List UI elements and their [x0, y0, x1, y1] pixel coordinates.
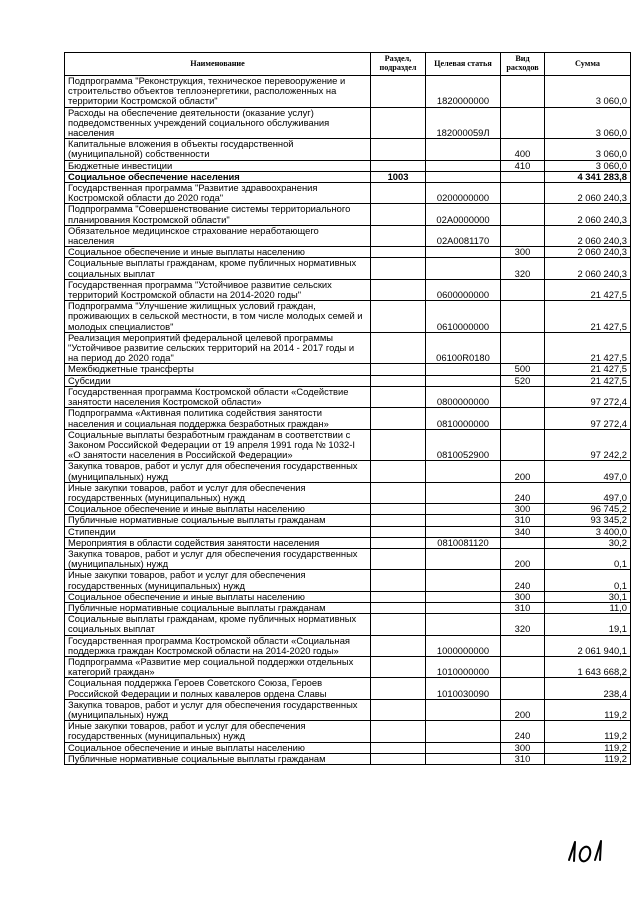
table-row	[65, 602, 631, 613]
name-cell: Обязательное медицинское страхование неработающего населения	[65, 225, 371, 246]
section-cell	[371, 753, 426, 764]
vid-cell	[501, 678, 545, 699]
name-cell: Иные закупки товаров, работ и услуг для обеспечения государственных (муниципальных) нужд	[65, 721, 371, 742]
section-cell	[371, 591, 426, 602]
table-row	[65, 107, 631, 139]
table-row	[65, 204, 631, 225]
table-row	[65, 614, 631, 635]
target-cell	[426, 548, 501, 569]
sum-cell: 11,0	[545, 602, 631, 613]
name-cell: Социальное обеспечение и иные выплаты населению	[65, 742, 371, 753]
vid-cell: 310	[501, 515, 545, 526]
table-row	[65, 332, 631, 364]
target-cell: 182000059Л	[426, 107, 501, 139]
table-row	[65, 548, 631, 569]
sum-cell: 3 060,0	[545, 107, 631, 139]
target-cell: 06100R0180	[426, 332, 501, 364]
target-cell	[426, 139, 501, 160]
sum-cell: 497,0	[545, 482, 631, 503]
sum-cell: 21 427,5	[545, 375, 631, 386]
table-body	[65, 76, 631, 765]
name-cell: Социальное обеспечение и иные выплаты населению	[65, 591, 371, 602]
sum-cell: 119,2	[545, 721, 631, 742]
sum-cell: 2 061 940,1	[545, 635, 631, 656]
vid-cell	[501, 225, 545, 246]
vid-cell	[501, 656, 545, 677]
vid-cell	[501, 386, 545, 407]
table-row	[65, 461, 631, 482]
vid-cell	[501, 76, 545, 108]
table-row	[65, 721, 631, 742]
section-cell	[371, 504, 426, 515]
name-cell: Закупка товаров, работ и услуг для обеспечения государственных (муниципальных) нужд	[65, 548, 371, 569]
target-cell: 02А0000000	[426, 204, 501, 225]
table-row	[65, 515, 631, 526]
vid-cell	[501, 183, 545, 204]
table-row	[65, 76, 631, 108]
table-row	[65, 504, 631, 515]
table-row	[65, 526, 631, 537]
vid-cell	[501, 107, 545, 139]
sum-cell: 1 643 668,2	[545, 656, 631, 677]
table-row	[65, 364, 631, 375]
sum-cell: 96 745,2	[545, 504, 631, 515]
header-sum: Сумма	[545, 53, 631, 76]
header-name: Наименование	[65, 53, 371, 76]
vid-cell	[501, 204, 545, 225]
sum-cell: 238,4	[545, 678, 631, 699]
target-cell: 0200000000	[426, 183, 501, 204]
target-cell	[426, 247, 501, 258]
section-cell	[371, 635, 426, 656]
sum-cell: 21 427,5	[545, 279, 631, 300]
table-row	[65, 160, 631, 171]
target-cell: 0810081120	[426, 537, 501, 548]
name-cell: Бюджетные инвестиции	[65, 160, 371, 171]
target-cell	[426, 526, 501, 537]
section-cell	[371, 429, 426, 461]
sum-cell: 93 345,2	[545, 515, 631, 526]
sum-cell: 0,1	[545, 570, 631, 591]
target-cell	[426, 258, 501, 279]
target-cell	[426, 482, 501, 503]
target-cell	[426, 504, 501, 515]
table-row	[65, 139, 631, 160]
name-cell: Социальное обеспечение и иные выплаты населению	[65, 504, 371, 515]
name-cell: Закупка товаров, работ и услуг для обеспечения государственных (муниципальных) нужд	[65, 699, 371, 720]
table-row	[65, 279, 631, 300]
section-cell	[371, 139, 426, 160]
table-row	[65, 656, 631, 677]
section-cell	[371, 375, 426, 386]
name-cell: Капитальные вложения в объекты государственной (муниципальной) собственности	[65, 139, 371, 160]
vid-cell	[501, 171, 545, 182]
table-row	[65, 225, 631, 246]
sum-cell: 21 427,5	[545, 332, 631, 364]
section-cell	[371, 614, 426, 635]
section-cell	[371, 537, 426, 548]
target-cell	[426, 721, 501, 742]
sum-cell: 30,2	[545, 537, 631, 548]
vid-cell: 240	[501, 570, 545, 591]
section-cell	[371, 301, 426, 333]
header-target: Целевая статья	[426, 53, 501, 76]
section-cell	[371, 570, 426, 591]
sum-cell: 2 060 240,3	[545, 183, 631, 204]
sum-cell: 97 242,2	[545, 429, 631, 461]
sum-cell: 2 060 240,3	[545, 247, 631, 258]
vid-cell: 300	[501, 504, 545, 515]
name-cell: Стипендии	[65, 526, 371, 537]
target-cell	[426, 364, 501, 375]
vid-cell: 500	[501, 364, 545, 375]
section-cell	[371, 526, 426, 537]
sum-cell: 21 427,5	[545, 301, 631, 333]
section-cell	[371, 107, 426, 139]
header-vid: Вид расходов	[501, 53, 545, 76]
table-row	[65, 171, 631, 182]
vid-cell	[501, 408, 545, 429]
name-cell: Межбюджетные трансферты	[65, 364, 371, 375]
vid-cell: 200	[501, 699, 545, 720]
vid-cell: 320	[501, 614, 545, 635]
budget-table	[64, 52, 631, 765]
sum-cell: 19,1	[545, 614, 631, 635]
section-cell	[371, 225, 426, 246]
section-cell	[371, 364, 426, 375]
target-cell: 0800000000	[426, 386, 501, 407]
target-cell	[426, 160, 501, 171]
name-cell: Подпрограмма "Улучшение жилищных условий граждан, проживающих в сельской местности, в том числе молодых семей и молодых специалистов"	[65, 301, 371, 333]
vid-cell: 300	[501, 591, 545, 602]
vid-cell: 310	[501, 753, 545, 764]
section-cell	[371, 204, 426, 225]
name-cell: Иные закупки товаров, работ и услуг для обеспечения государственных (муниципальных) нужд	[65, 482, 371, 503]
section-cell: 1003	[371, 171, 426, 182]
vid-cell: 240	[501, 482, 545, 503]
section-cell	[371, 279, 426, 300]
table-row	[65, 591, 631, 602]
vid-cell	[501, 301, 545, 333]
name-cell: Мероприятия в области содействия занятости населения	[65, 537, 371, 548]
sum-cell: 3 060,0	[545, 76, 631, 108]
target-cell: 0810052900	[426, 429, 501, 461]
target-cell	[426, 742, 501, 753]
name-cell: Социальная поддержка Героев Советского Союза, Героев Российской Федерации и полных кавалеров ордена Славы	[65, 678, 371, 699]
name-cell: Подпрограмма "Реконструкция, техническое перевооружение и строительство объектов теплоэнергетики, расположенных на территории Костромской области"	[65, 76, 371, 108]
sum-cell: 97 272,4	[545, 386, 631, 407]
name-cell: Закупка товаров, работ и услуг для обеспечения государственных (муниципальных) нужд	[65, 461, 371, 482]
section-cell	[371, 258, 426, 279]
sum-cell: 21 427,5	[545, 364, 631, 375]
target-cell	[426, 171, 501, 182]
name-cell: Публичные нормативные социальные выплаты гражданам	[65, 515, 371, 526]
table-row	[65, 258, 631, 279]
table-row	[65, 699, 631, 720]
target-cell: 02А0081170	[426, 225, 501, 246]
vid-cell: 300	[501, 247, 545, 258]
vid-cell	[501, 635, 545, 656]
sum-cell: 30,1	[545, 591, 631, 602]
vid-cell	[501, 332, 545, 364]
vid-cell	[501, 537, 545, 548]
target-cell	[426, 753, 501, 764]
name-cell: Расходы на обеспечение деятельности (оказание услуг) подведомственных учреждений социального обслуживания населения	[65, 107, 371, 139]
vid-cell: 520	[501, 375, 545, 386]
section-cell	[371, 742, 426, 753]
target-cell: 1010000000	[426, 656, 501, 677]
vid-cell: 400	[501, 139, 545, 160]
sum-cell: 119,2	[545, 742, 631, 753]
target-cell: 0810000000	[426, 408, 501, 429]
name-cell: Социальные выплаты гражданам, кроме публичных нормативных социальных выплат	[65, 614, 371, 635]
page-number-handwritten	[563, 836, 611, 866]
table-row	[65, 247, 631, 258]
target-cell	[426, 375, 501, 386]
name-cell: Публичные нормативные социальные выплаты гражданам	[65, 602, 371, 613]
target-cell: 1010030090	[426, 678, 501, 699]
section-cell	[371, 183, 426, 204]
header-section: Раздел, подраздел	[371, 53, 426, 76]
header-row	[65, 53, 631, 76]
vid-cell	[501, 279, 545, 300]
name-cell: Государственная программа "Устойчивое развитие сельских территорий Костромской области на 2014-2020 годы"	[65, 279, 371, 300]
vid-cell: 240	[501, 721, 545, 742]
sum-cell: 119,2	[545, 699, 631, 720]
name-cell: Социальное обеспечение и иные выплаты населению	[65, 247, 371, 258]
section-cell	[371, 76, 426, 108]
target-cell	[426, 515, 501, 526]
vid-cell: 300	[501, 742, 545, 753]
table-row	[65, 742, 631, 753]
target-cell	[426, 614, 501, 635]
sum-cell: 2 060 240,3	[545, 204, 631, 225]
name-cell: Реализация мероприятий федеральной целевой программы "Устойчивое развитие сельских территорий на 2014 - 2017 годы и на период до 2020 года"	[65, 332, 371, 364]
section-cell	[371, 515, 426, 526]
section-cell	[371, 160, 426, 171]
name-cell: Социальные выплаты гражданам, кроме публичных нормативных социальных выплат	[65, 258, 371, 279]
section-cell	[371, 386, 426, 407]
sum-cell: 3 060,0	[545, 160, 631, 171]
table-row	[65, 635, 631, 656]
table-row	[65, 183, 631, 204]
target-cell: 1000000000	[426, 635, 501, 656]
target-cell: 0600000000	[426, 279, 501, 300]
target-cell	[426, 461, 501, 482]
name-cell: Подпрограмма "Совершенствование системы территориального планирования Костромской области"	[65, 204, 371, 225]
vid-cell	[501, 429, 545, 461]
vid-cell: 200	[501, 548, 545, 569]
sum-cell: 3 060,0	[545, 139, 631, 160]
vid-cell: 310	[501, 602, 545, 613]
sum-cell: 497,0	[545, 461, 631, 482]
name-cell: Подпрограмма «Развитие мер социальной поддержки отдельных категорий граждан»	[65, 656, 371, 677]
vid-cell: 200	[501, 461, 545, 482]
target-cell: 1820000000	[426, 76, 501, 108]
sum-cell: 0,1	[545, 548, 631, 569]
table-row	[65, 301, 631, 333]
name-cell: Государственная программа Костромской области «Содействие занятости населения Костромской области»	[65, 386, 371, 407]
table-row	[65, 375, 631, 386]
section-cell	[371, 656, 426, 677]
section-cell	[371, 548, 426, 569]
section-cell	[371, 408, 426, 429]
target-cell	[426, 591, 501, 602]
sum-cell: 2 060 240,3	[545, 258, 631, 279]
sum-cell: 4 341 283,8	[545, 171, 631, 182]
name-cell: Субсидии	[65, 375, 371, 386]
name-cell: Государственная программа "Развитие здравоохранения Костромской области до 2020 года"	[65, 183, 371, 204]
sum-cell: 97 272,4	[545, 408, 631, 429]
table-row	[65, 753, 631, 764]
name-cell: Иные закупки товаров, работ и услуг для обеспечения государственных (муниципальных) нужд	[65, 570, 371, 591]
name-cell: Государственная программа Костромской области «Социальная поддержка граждан Костромской области на 2014-2020 годы»	[65, 635, 371, 656]
sum-cell: 119,2	[545, 753, 631, 764]
name-cell: Социальное обеспечение населения	[65, 171, 371, 182]
table-row	[65, 386, 631, 407]
section-cell	[371, 699, 426, 720]
section-cell	[371, 482, 426, 503]
target-cell	[426, 602, 501, 613]
target-cell	[426, 699, 501, 720]
section-cell	[371, 721, 426, 742]
table-row	[65, 678, 631, 699]
name-cell: Публичные нормативные социальные выплаты гражданам	[65, 753, 371, 764]
section-cell	[371, 678, 426, 699]
vid-cell: 410	[501, 160, 545, 171]
table-row	[65, 429, 631, 461]
sum-cell: 2 060 240,3	[545, 225, 631, 246]
section-cell	[371, 461, 426, 482]
target-cell: 0610000000	[426, 301, 501, 333]
table-row	[65, 570, 631, 591]
section-cell	[371, 332, 426, 364]
name-cell: Социальные выплаты безработным гражданам в соответствии с Законом Российской Федерации от 19 апреля 1991 года № 1032-I «О занятости населения в Российской Федерации»	[65, 429, 371, 461]
vid-cell: 340	[501, 526, 545, 537]
section-cell	[371, 247, 426, 258]
sum-cell: 3 400,0	[545, 526, 631, 537]
section-cell	[371, 602, 426, 613]
table-row	[65, 537, 631, 548]
target-cell	[426, 570, 501, 591]
name-cell: Подпрограмма «Активная политика содействия занятости населения и социальная поддержка безработных граждан»	[65, 408, 371, 429]
table-row	[65, 408, 631, 429]
vid-cell: 320	[501, 258, 545, 279]
table-row	[65, 482, 631, 503]
